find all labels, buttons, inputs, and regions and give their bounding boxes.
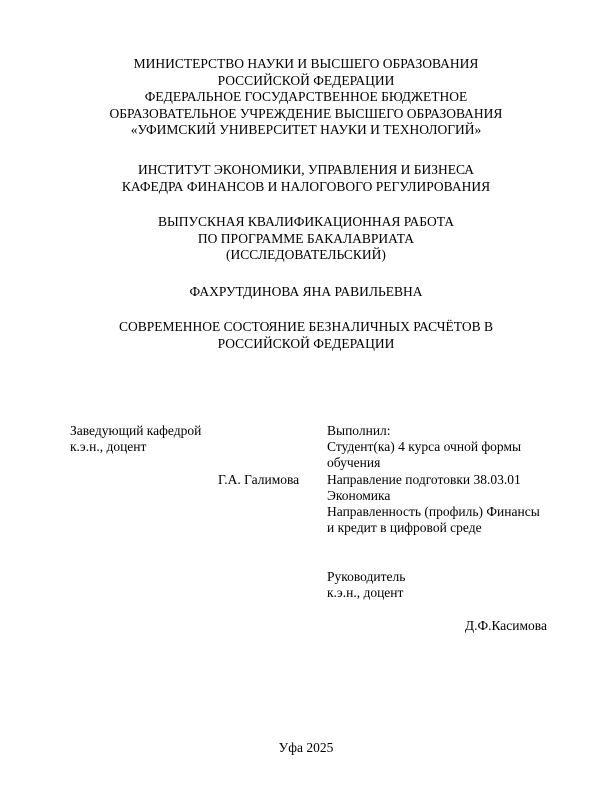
header-line: РОССИЙСКОЙ ФЕДЕРАЦИИ bbox=[217, 72, 395, 88]
author-name: ФАХРУТДИНОВА ЯНА РАВИЛЬЕВНА bbox=[189, 284, 423, 299]
performed-label: Выполнил: bbox=[327, 423, 391, 438]
student-info-line: Направленность (профиль) Финансы bbox=[327, 504, 540, 519]
header-line: ФЕДЕРАЛЬНОЕ ГОСУДАРСТВЕННОЕ БЮДЖЕТНОЕ bbox=[144, 89, 468, 104]
supervisor-role: Руководитель bbox=[327, 569, 406, 584]
city-year: Уфа 2025 bbox=[278, 740, 334, 755]
institute-line: ИНСТИТУТ ЭКОНОМИКИ, УПРАВЛЕНИЯ И БИЗНЕСА bbox=[137, 162, 475, 177]
title-line: РОССИЙСКОЙ ФЕДЕРАЦИИ bbox=[217, 335, 395, 351]
work-type-line: ПО ПРОГРАММЕ БАКАЛАВРИАТА bbox=[197, 230, 415, 246]
head-of-department-role: Заведующий кафедрой bbox=[70, 423, 202, 438]
header-line: «УФИМСКИЙ УНИВЕРСИТЕТ НАУКИ И ТЕХНОЛОГИЙ» bbox=[130, 122, 482, 137]
header-line: МИНИСТЕРСТВО НАУКИ И ВЫСШЕГО ОБРАЗОВАНИЯ bbox=[133, 56, 479, 71]
header-line: ОБРАЗОВАТЕЛЬНОЕ УЧРЕЖДЕНИЕ ВЫСШЕГО ОБРАЗОВАНИЯ bbox=[109, 105, 503, 121]
head-of-department-degree: к.э.н., доцент bbox=[70, 439, 147, 454]
student-info-line: обучения bbox=[327, 455, 381, 470]
department-line: КАФЕДРА ФИНАНСОВ И НАЛОГОВОГО РЕГУЛИРОВАНИЯ bbox=[121, 178, 491, 194]
institute-block bbox=[0, 162, 612, 195]
ministry-header bbox=[0, 56, 612, 139]
student-info-line: Студент(ка) 4 курса очной формы bbox=[327, 439, 522, 454]
student-info-line: Экономика bbox=[327, 488, 391, 503]
title-line: СОВРЕМЕННОЕ СОСТОЯНИЕ БЕЗНАЛИЧНЫХ РАСЧЁТОВ В bbox=[118, 319, 494, 334]
work-type-line: ВЫПУСКНАЯ КВАЛИФИКАЦИОННАЯ РАБОТА bbox=[157, 214, 455, 229]
student-info-line: и кредит в цифровой среде bbox=[327, 520, 482, 535]
thesis-title bbox=[0, 319, 612, 352]
student-info-line: Направление подготовки 38.03.01 bbox=[327, 472, 521, 487]
work-type-line: (ИССЛЕДОВАТЕЛЬСКИЙ) bbox=[226, 247, 386, 262]
work-type-block bbox=[0, 214, 612, 264]
head-of-department-name: Г.А. Галимова bbox=[218, 472, 300, 487]
supervisor-name: Д.Ф.Касимова bbox=[464, 618, 547, 633]
supervisor-degree: к.э.н., доцент bbox=[327, 585, 404, 600]
